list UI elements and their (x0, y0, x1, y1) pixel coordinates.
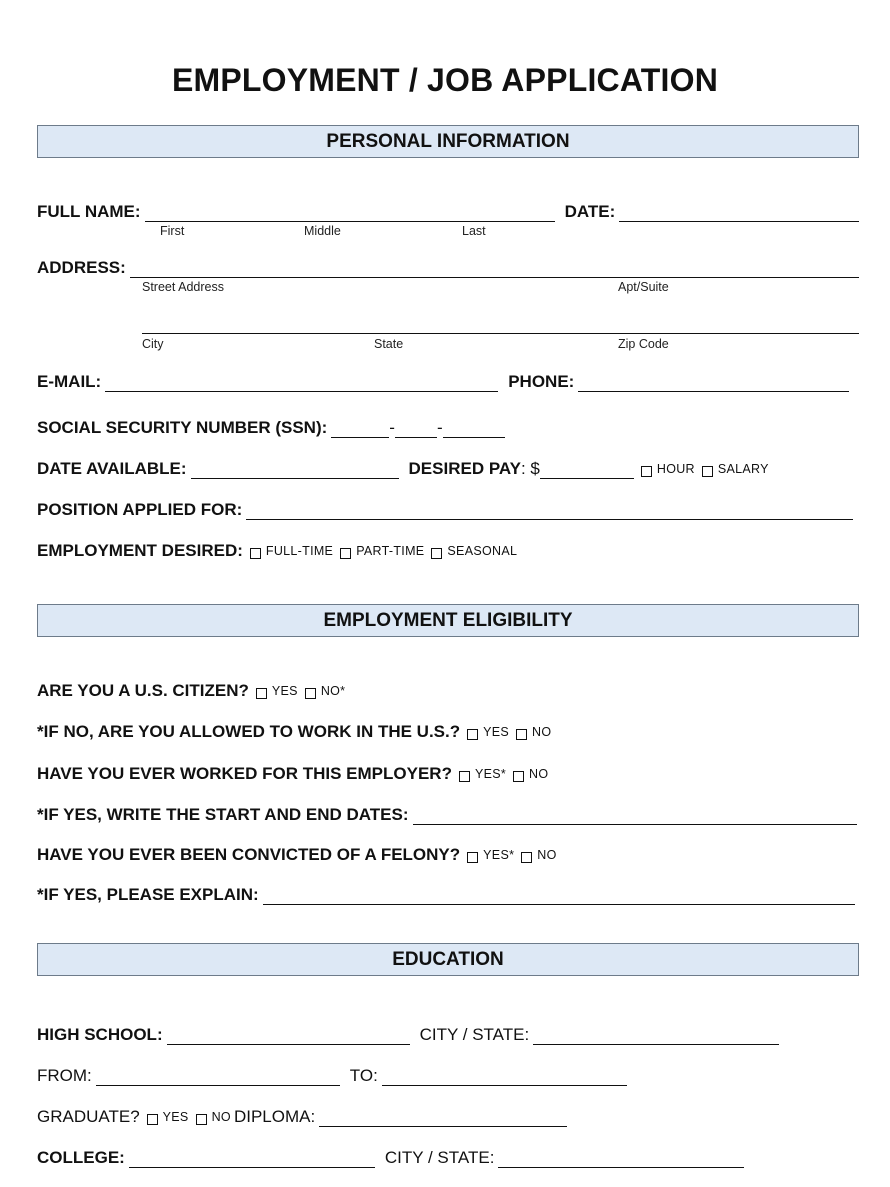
to-field[interactable] (382, 1067, 627, 1086)
graduate-no-label: NO (211, 1110, 231, 1124)
hour-label: HOUR (656, 462, 695, 476)
name-first-caption: First (160, 224, 185, 238)
part-time-checkbox[interactable] (340, 548, 351, 559)
from-field[interactable] (96, 1067, 340, 1086)
start-end-dates-row (37, 805, 859, 825)
address-row (37, 258, 859, 278)
full-name-row (37, 202, 859, 222)
start-end-dates-label: *IF YES, WRITE THE START AND END DATES: (37, 805, 409, 824)
worked-no-checkbox[interactable] (513, 771, 524, 782)
phone-label: PHONE: (508, 372, 575, 391)
worked-no-label: NO (529, 767, 549, 781)
phone-field[interactable] (578, 373, 849, 392)
allowed-to-work-question: *IF NO, ARE YOU ALLOWED TO WORK IN THE U.S.? (37, 722, 461, 741)
full-name-label: FULL NAME: (37, 202, 141, 221)
diploma-label: DIPLOMA: (233, 1107, 316, 1126)
name-middle-caption: Middle (304, 224, 341, 238)
form-title: EMPLOYMENT / JOB APPLICATION (171, 62, 719, 98)
salary-checkbox[interactable] (702, 466, 713, 477)
city-caption: City (142, 337, 164, 351)
felony-explain-label: *IF YES, PLEASE EXPLAIN: (37, 885, 259, 904)
worked-before-question: HAVE YOU EVER WORKED FOR THIS EMPLOYER? (37, 764, 452, 783)
felony-no-label: NO (537, 848, 557, 862)
desired-pay-field[interactable] (540, 460, 634, 479)
high-school-city-state-field[interactable] (533, 1026, 779, 1045)
position-row (37, 500, 859, 520)
hour-checkbox[interactable] (641, 466, 652, 477)
salary-label: SALARY (717, 462, 769, 476)
college-label: COLLEGE: (37, 1148, 125, 1167)
city-state-zip-row (142, 315, 859, 334)
full-name-field[interactable] (145, 203, 555, 222)
high-school-dates-row (37, 1066, 859, 1086)
felony-no-checkbox[interactable] (521, 852, 532, 863)
graduate-row (37, 1107, 859, 1127)
from-label: FROM: (37, 1066, 92, 1085)
ssn-label: SOCIAL SECURITY NUMBER (SSN): (37, 418, 328, 437)
state-caption: State (374, 337, 404, 351)
felony-row (37, 845, 859, 865)
email-label: E-MAIL: (37, 372, 102, 391)
high-school-label: HIGH SCHOOL: (37, 1025, 163, 1044)
college-field[interactable] (129, 1149, 375, 1168)
position-label: POSITION APPLIED FOR: (37, 500, 243, 519)
allowed-no-checkbox[interactable] (516, 729, 527, 740)
citizen-row (37, 681, 859, 701)
full-time-checkbox[interactable] (250, 548, 261, 559)
desired-pay-label: DESIRED PAY (408, 459, 521, 478)
college-row (37, 1148, 859, 1168)
seasonal-label: SEASONAL (447, 544, 518, 558)
graduate-yes-checkbox[interactable] (147, 1114, 158, 1125)
citizen-no-label: NO* (320, 684, 346, 698)
allowed-no-label: NO (532, 725, 552, 739)
allowed-yes-label: YES (483, 725, 510, 739)
city-state-zip-field[interactable] (142, 315, 859, 334)
graduate-no-checkbox[interactable] (196, 1114, 207, 1125)
start-end-dates-field[interactable] (413, 806, 858, 825)
apt-suite-caption: Apt/Suite (618, 280, 669, 294)
address-label: ADDRESS: (37, 258, 126, 277)
email-phone-row (37, 372, 859, 392)
ssn-row (37, 418, 859, 438)
worked-before-row (37, 764, 859, 784)
position-field[interactable] (246, 501, 853, 520)
email-field[interactable] (105, 373, 498, 392)
allowed-yes-checkbox[interactable] (467, 729, 478, 740)
name-last-caption: Last (462, 224, 486, 238)
section-education: EDUCATION (37, 943, 859, 976)
availability-pay-row (37, 459, 859, 479)
high-school-row (37, 1025, 859, 1045)
graduate-yes-label: YES (162, 1110, 189, 1124)
high-school-field[interactable] (167, 1026, 410, 1045)
high-school-city-state-label: CITY / STATE: (419, 1025, 530, 1044)
felony-yes-checkbox[interactable] (467, 852, 478, 863)
worked-yes-checkbox[interactable] (459, 771, 470, 782)
diploma-field[interactable] (319, 1108, 567, 1127)
full-time-label: FULL-TIME (265, 544, 334, 558)
zip-code-caption: Zip Code (618, 337, 669, 351)
ssn-part2-field[interactable] (395, 419, 437, 438)
ssn-separator-2: - (436, 418, 443, 437)
date-available-label: DATE AVAILABLE: (37, 459, 187, 478)
section-personal-information: PERSONAL INFORMATION (37, 125, 859, 158)
ssn-part3-field[interactable] (443, 419, 505, 438)
graduate-label: GRADUATE? (37, 1107, 140, 1126)
street-address-field[interactable] (130, 259, 859, 278)
date-label: DATE: (564, 202, 616, 221)
ssn-part1-field[interactable] (331, 419, 389, 438)
part-time-label: PART-TIME (356, 544, 425, 558)
felony-explain-row (37, 885, 859, 905)
allowed-to-work-row (37, 722, 859, 742)
employment-desired-label: EMPLOYMENT DESIRED: (37, 541, 243, 560)
felony-question: HAVE YOU EVER BEEN CONVICTED OF A FELONY? (37, 845, 461, 864)
citizen-yes-checkbox[interactable] (256, 688, 267, 699)
employment-desired-row (37, 541, 859, 561)
citizen-no-checkbox[interactable] (305, 688, 316, 699)
seasonal-checkbox[interactable] (431, 548, 442, 559)
citizen-yes-label: YES (271, 684, 298, 698)
citizen-question: ARE YOU A U.S. CITIZEN? (37, 681, 249, 700)
street-address-caption: Street Address (142, 280, 224, 294)
date-available-field[interactable] (191, 460, 399, 479)
worked-yes-label: YES* (474, 767, 507, 781)
section-employment-eligibility: EMPLOYMENT ELIGIBILITY (37, 604, 859, 637)
college-city-state-label: CITY / STATE: (384, 1148, 495, 1167)
ssn-separator-1: - (389, 418, 395, 437)
college-city-state-field[interactable] (498, 1149, 744, 1168)
felony-yes-label: YES* (483, 848, 515, 862)
felony-explain-field[interactable] (263, 886, 855, 905)
pay-prefix: : $ (520, 459, 540, 478)
to-label: TO: (349, 1066, 378, 1085)
date-field[interactable] (619, 203, 859, 222)
